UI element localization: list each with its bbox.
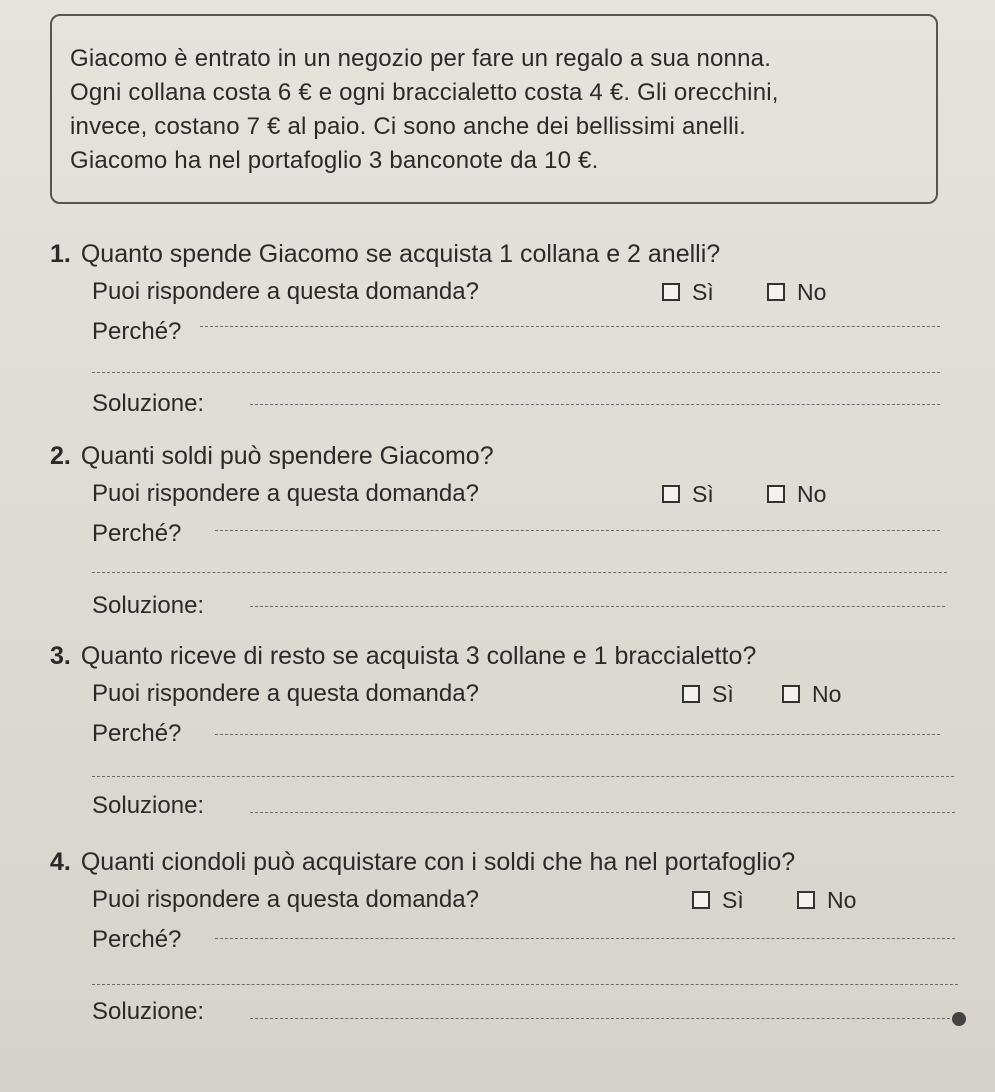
question-text: Quanti ciondoli può acquistare con i soldi che ha nel portafoglio?	[80, 848, 796, 876]
answerable-row	[92, 472, 950, 512]
no-checkbox[interactable]	[767, 280, 826, 304]
why-label: Perché?	[92, 720, 182, 747]
solution-label: Soluzione:	[92, 390, 205, 417]
why-label: Perché?	[92, 318, 182, 345]
question-number: 1.	[50, 240, 71, 268]
yes-label: Sì	[722, 886, 744, 913]
answerable-label: Puoi rispondere a questa domanda?	[92, 278, 479, 305]
checkbox-square-icon	[782, 685, 800, 703]
answerable-label: Puoi rispondere a questa domanda?	[92, 680, 479, 707]
question-text: Quanto spende Giacomo se acquista 1 collana e 2 anelli?	[80, 240, 721, 268]
answerable-row	[92, 270, 950, 310]
yes-checkbox[interactable]	[662, 482, 714, 506]
solution-row	[92, 784, 950, 824]
checkbox-square-icon	[682, 685, 700, 703]
question-title	[50, 238, 950, 270]
blank-row	[92, 552, 950, 584]
blank-row	[92, 958, 950, 990]
answer-line[interactable]	[215, 938, 955, 939]
no-label: No	[827, 886, 857, 913]
question-title	[50, 440, 950, 472]
question-text: Quanti soldi può spendere Giacomo?	[80, 442, 494, 470]
solution-row	[92, 990, 950, 1030]
question-2	[50, 440, 950, 624]
solution-label: Soluzione:	[92, 792, 205, 819]
no-label: No	[797, 480, 827, 507]
checkbox-square-icon	[767, 485, 785, 503]
solution-row	[92, 584, 950, 624]
answer-line[interactable]	[92, 572, 947, 573]
answer-line[interactable]	[92, 984, 958, 985]
intro-line: Ogni collana costa 6 € e ogni braccialetto costa 4 €. Gli orecchini,	[70, 79, 779, 106]
no-checkbox[interactable]	[782, 682, 841, 706]
yes-label: Sì	[712, 680, 734, 707]
blank-row	[92, 350, 950, 382]
question-title	[50, 640, 950, 672]
answerable-label: Puoi rispondere a questa domanda?	[92, 480, 479, 507]
checkbox-square-icon	[662, 485, 680, 503]
question-title	[50, 846, 950, 878]
yes-checkbox[interactable]	[662, 280, 714, 304]
intro-box	[50, 14, 938, 204]
solution-label: Soluzione:	[92, 592, 205, 619]
no-label: No	[797, 278, 827, 305]
question-text: Quanto riceve di resto se acquista 3 collane e 1 braccialetto?	[80, 642, 757, 670]
answer-line[interactable]	[250, 812, 955, 813]
intro-line: invece, costano 7 € al paio. Ci sono anche dei bellissimi anelli.	[70, 113, 747, 140]
intro-line: Giacomo ha nel portafoglio 3 banconote da 10 €.	[70, 147, 599, 174]
answer-line[interactable]	[92, 372, 940, 373]
question-number: 4.	[50, 848, 71, 876]
why-row	[92, 712, 950, 752]
answerable-row	[92, 878, 950, 918]
why-row	[92, 310, 950, 350]
checkbox-square-icon	[662, 283, 680, 301]
answer-line[interactable]	[215, 530, 940, 531]
question-number: 3.	[50, 642, 71, 670]
no-label: No	[812, 680, 842, 707]
checkbox-square-icon	[692, 891, 710, 909]
why-label: Perché?	[92, 520, 182, 547]
yes-checkbox[interactable]	[682, 682, 734, 706]
answer-line[interactable]	[250, 606, 945, 607]
intro-line: Giacomo è entrato in un negozio per fare un regalo a sua nonna.	[70, 45, 772, 72]
answer-line[interactable]	[250, 404, 940, 405]
checkbox-square-icon	[767, 283, 785, 301]
solution-row	[92, 382, 950, 422]
answer-line[interactable]	[92, 776, 954, 777]
answerable-label: Puoi rispondere a questa domanda?	[92, 886, 479, 913]
checkbox-square-icon	[797, 891, 815, 909]
ink-dot-icon	[952, 1012, 966, 1026]
no-checkbox[interactable]	[797, 888, 856, 912]
yes-checkbox[interactable]	[692, 888, 744, 912]
answer-line[interactable]	[250, 1018, 950, 1019]
yes-label: Sì	[692, 278, 714, 305]
answer-line[interactable]	[215, 734, 940, 735]
answerable-row	[92, 672, 950, 712]
solution-label: Soluzione:	[92, 998, 205, 1025]
no-checkbox[interactable]	[767, 482, 826, 506]
why-row	[92, 512, 950, 552]
question-3	[50, 640, 950, 824]
blank-row	[92, 752, 950, 784]
question-number: 2.	[50, 442, 71, 470]
answer-line[interactable]	[200, 326, 940, 327]
question-1	[50, 238, 950, 422]
yes-label: Sì	[692, 480, 714, 507]
why-label: Perché?	[92, 926, 182, 953]
